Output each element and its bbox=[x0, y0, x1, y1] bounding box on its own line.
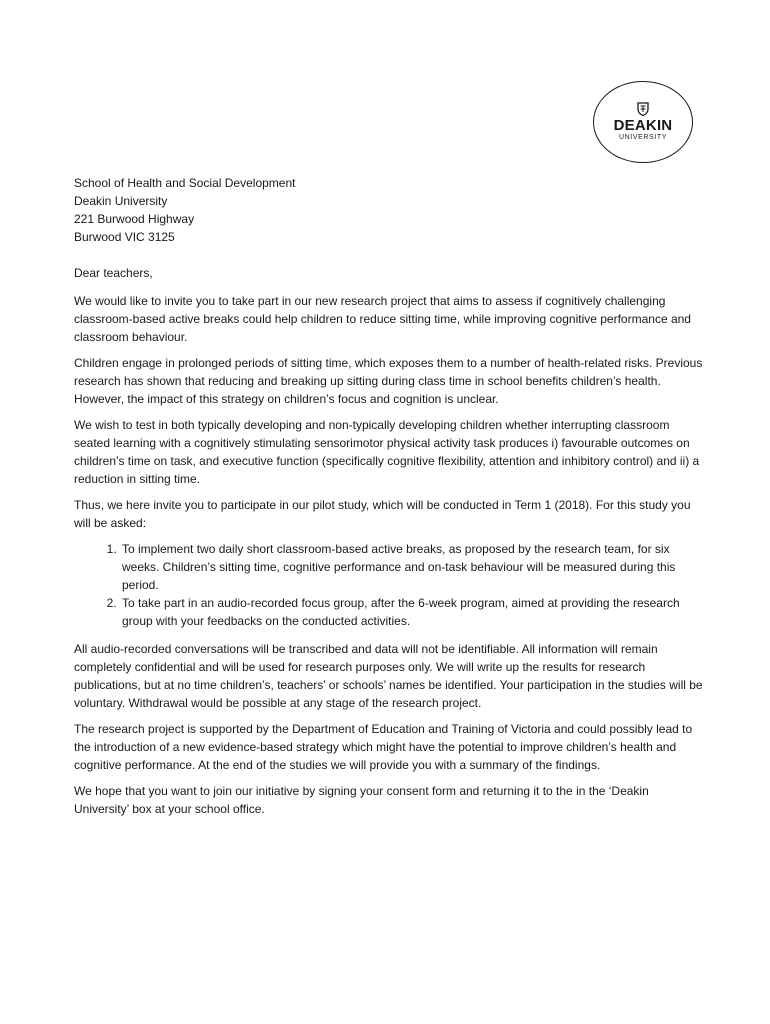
address-line-school: School of Health and Social Development bbox=[74, 176, 296, 190]
address-line-street: 221 Burwood Highway bbox=[74, 212, 195, 226]
paragraph-background: Children engage in prolonged periods of sitting time, which exposes them to a number of health-related risks. Previous research has shown that reducing and breaking up sitting during class time in school benefits children’s health. However, the impact of this strategy on children’s focus and cognition is unclear. bbox=[74, 356, 703, 406]
list-item: 2. To take part in an audio-recorded focus group, after the 6-week program, aimed at providing the research group with your feedbacks on the conducted activities. bbox=[120, 594, 704, 630]
paragraph-intro: We would like to invite you to take part in our new research project that aims to assess if cognitively challenging classroom-based active breaks could help children to reduce sitting time, while improving cognitive performance and classroom behaviour. bbox=[74, 294, 691, 344]
sender-address bbox=[74, 174, 704, 246]
list-item: 1. To implement two daily short classroom-based active breaks, as proposed by the research team, for six weeks. Children’s sitting time, cognitive performance and on-task behaviour will be measured during this period. bbox=[120, 540, 704, 594]
paragraph-aim: We wish to test in both typically developing and non-typically developing children whether interrupting classroom seated learning with a cognitively stimulating sensorimotor physical activity task produces i) favourable outcomes on children’s time on task, and executive function (specifically cognitive flexibility, attention and inhibitory control) and ii) a reduction in sitting time. bbox=[74, 418, 700, 486]
logo-name-university: UNIVERSITY bbox=[618, 134, 667, 141]
deakin-university-logo bbox=[593, 81, 693, 163]
address-line-suburb: Burwood VIC 3125 bbox=[74, 230, 175, 244]
salutation: Dear teachers, bbox=[74, 266, 153, 280]
letter-body bbox=[74, 174, 704, 826]
address-line-university: Deakin University bbox=[74, 194, 168, 208]
participation-list bbox=[74, 540, 704, 630]
paragraph-support: The research project is supported by the Department of Education and Training of Victoria and could possibly lead to the introduction of a new evidence-based strategy which might have the potential to improve children’s health and cognitive performance. At the end of the studies we will provide you with a summary of the findings. bbox=[74, 722, 693, 772]
deakin-crest-icon bbox=[637, 102, 649, 116]
logo-name-deakin: DEAKIN bbox=[613, 117, 673, 134]
paragraph-invite: Thus, we here invite you to participate in our pilot study, which will be conducted in Term 1 (2018). For this study you will be asked: bbox=[74, 498, 691, 530]
paragraph-confidentiality: All audio-recorded conversations will be transcribed and data will not be identifiable. All information will remain completely confidential and will be used for research purposes only. We will write up the results for research publications, but at no time children’s, teachers’ or schools’ names be identified. Your participation in the studies will be voluntary. Withdrawal would be possible at any stage of the research project. bbox=[74, 642, 703, 710]
paragraph-closing: We hope that you want to join our initiative by signing your consent form and returning it to the in the ‘Deakin University’ box at your school office. bbox=[74, 784, 649, 816]
